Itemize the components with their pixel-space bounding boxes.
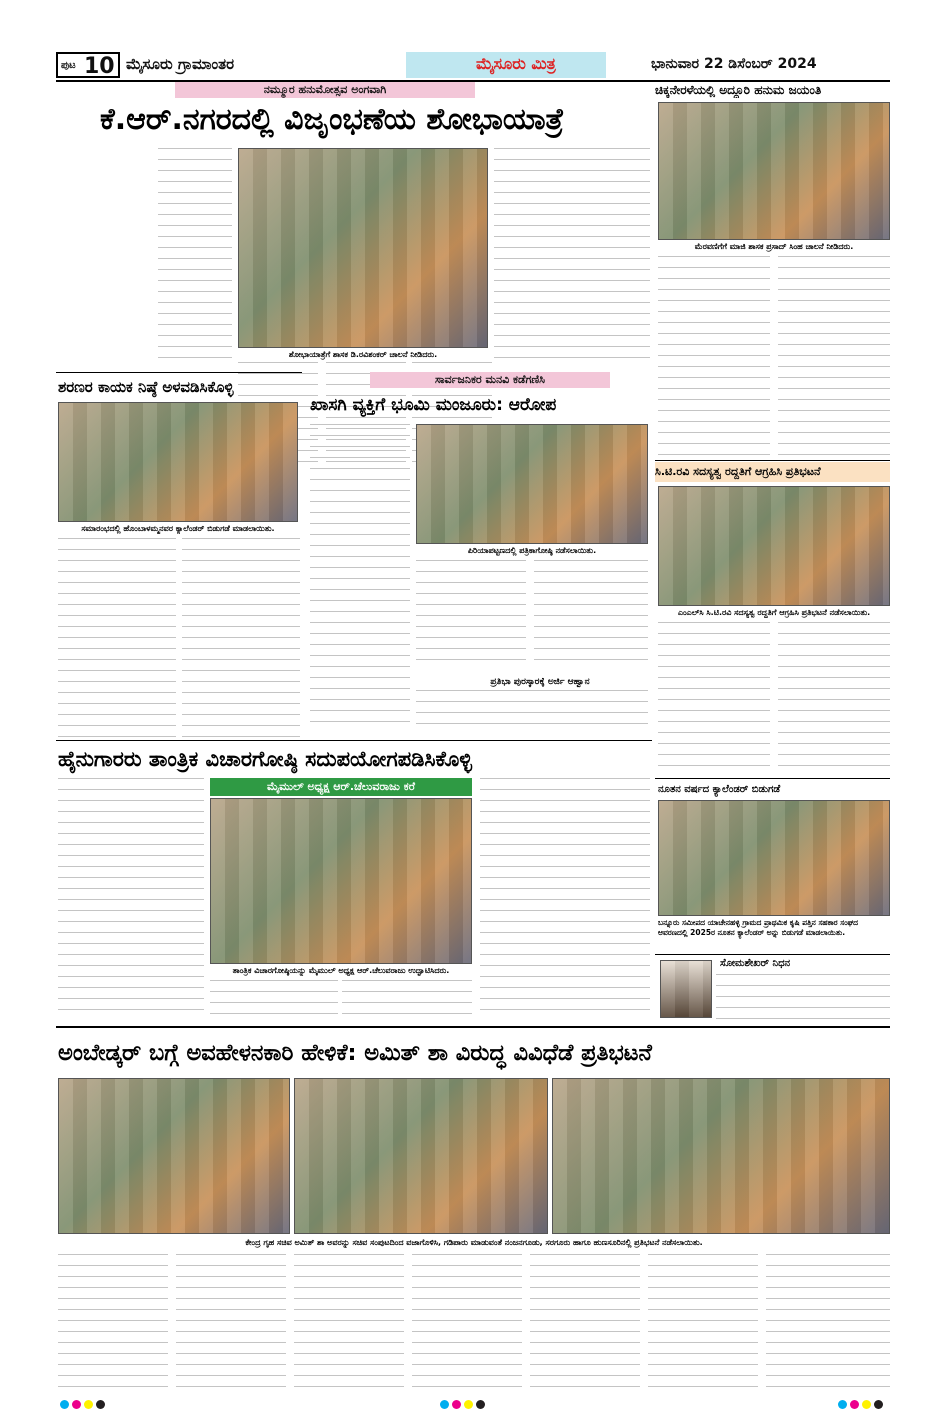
paper-name: ಮೈಸೂರು ಮಿತ್ರ <box>476 54 556 73</box>
sharana-headline: ಶರಣರ ಕಾಯಕ ನಿಷ್ಠೆ ಅಳವಡಿಸಿಕೊಳ್ಳಿ <box>58 378 234 396</box>
page-number: 10 <box>84 54 115 79</box>
calendar-photo-caption: ಬನ್ನೂರು ಸಮೀಪದ ಯಾಚೇನಹಳ್ಳಿ ಗ್ರಾಮದ ಪ್ರಾಥಮಿಕ ಕೃಷಿ ಪತ್ತಿನ ಸಹಕಾರ ಸಂಘದ ಆವರಣದಲ್ಲಿ 2025ರ ನೂತನ ಕ್ಯಾಲೆಂಡರ್ ಅನ್ನು ಬಿಡುಗಡೆ ಮಾಡಲಾಯಿತು. <box>658 918 859 937</box>
protest-photo-caption: ಕೇಂದ್ರ ಗೃಹ ಸಚಿವ ಅಮಿತ್ ಶಾ ಅವರನ್ನು ಸಚಿವ ಸಂಪುಟದಿಂದ ವಜಾಗೊಳಿಸಿ, ಗಡಿಪಾರು ಮಾಡುವಂತೆ ನಂಜನಗೂಡು, ಸರಗೂರು ಹಾಗೂ ಹುಣಸೂರಿನಲ್ಲಿ ಪ್ರತಿಭಟನೆ ನಡೆಸಲಾಯಿತು. <box>245 1238 703 1247</box>
calendar-photo <box>658 800 890 916</box>
obituary-top-rule <box>655 954 890 955</box>
dairy-headline: ಹೈನುಗಾರರು ತಾಂತ್ರಿಕ ವಿಚಾರಗೋಷ್ಠಿ ಸದುಪಯೋಗಪಡಿಸಿಕೊಳ್ಳಿ <box>58 747 473 771</box>
land-photo <box>416 424 648 544</box>
land-photo-caption: ಪಿರಿಯಾಪಟ್ಟಣದಲ್ಲಿ ಪತ್ರಿಕಾಗೋಷ್ಠಿ ನಡೆಸಲಾಯಿತು. <box>467 546 597 555</box>
sharana-photo <box>58 402 298 522</box>
dairy-photo-caption: ತಾಂತ್ರಿಕ ವಿಚಾರಗೋಷ್ಠಿಯನ್ನು ಮೈಮುಲ್ ಅಧ್ಯಕ್ಷ ಆರ್.ಚೆಲುವರಾಜು ಉದ್ಘಾಟಿಸಿದರು. <box>232 966 450 975</box>
lead-kicker: ನಮ್ಮೂರ ಹನುಮೋತ್ಸವ ಅಂಗವಾಗಿ <box>175 82 475 98</box>
land-headline: ಖಾಸಗಿ ವ್ಯಕ್ತಿಗೆ ಭೂಮಿ ಮಂಜೂರು: ಆರೋಪ <box>310 395 557 415</box>
registration-dot <box>874 1400 883 1409</box>
right-top-body-col-1 <box>658 256 770 456</box>
lead-body-col-1 <box>158 148 232 360</box>
protest-headline: ಅಂಬೇಡ್ಕರ್ ಬಗ್ಗೆ ಅವಹೇಳನಕಾರಿ ಹೇಳಿಕೆ: ಅಮಿತ್ ಶಾ ವಿರುದ್ಧ ವಿವಿಧೆಡೆ ಪ್ರತಿಭಟನೆ <box>58 1040 652 1066</box>
protest-body-col-4 <box>412 1254 522 1390</box>
calendar-headline: ನೂತನ ವರ್ಷದ ಕ್ಯಾಲೆಂಡರ್ ಬಿಡುಗಡೆ <box>658 784 781 795</box>
lead-body-col-5 <box>494 148 650 362</box>
protest-top-rule <box>56 1026 890 1028</box>
registration-dot <box>60 1400 69 1409</box>
right-top-photo-caption: ಮೆರವಣಿಗೆಗೆ ಮಾಜಿ ಶಾಸಕ ಪ್ರಸಾದ್ ಸಿಂಹ ಚಾಲನೆ ನೀಡಿದರು. <box>694 242 854 251</box>
registration-dot <box>850 1400 859 1409</box>
ct-ravi-headline: ಸಿ.ಟಿ.ರವಿ ಸದಸ್ಯತ್ವ ರದ್ದತಿಗೆ ಆಗ್ರಹಿಸಿ ಪ್ರತಿಭಟನೆ <box>655 462 890 482</box>
right-top-photo <box>658 102 890 240</box>
registration-dot <box>72 1400 81 1409</box>
ct-ravi-photo <box>658 486 890 606</box>
ct-ravi-top-rule <box>655 460 890 461</box>
land-kicker: ಸಾರ್ವಜನಿಕರ ಮನವಿ ಕಡೆಗಣಿಸಿ <box>370 372 610 388</box>
dairy-photo <box>210 798 472 964</box>
protest-photo-1 <box>58 1078 290 1234</box>
sharana-body-col-2 <box>182 538 300 738</box>
masthead <box>56 52 890 78</box>
sharana-body-col-1 <box>58 538 176 738</box>
dairy-kicker: ಮೈಮುಲ್ ಅಧ್ಯಕ್ಷ ಆರ್.ಚೆಲುವರಾಜು ಕರೆ <box>210 778 472 796</box>
lead-photo-caption: ಶೋಭಾಯಾತ್ರೆಗೆ ಶಾಸಕ ಡಿ.ರವಿಶಂಕರ್ ಚಾಲನೆ ನೀಡಿದರು. <box>288 350 438 359</box>
land-sub-body <box>416 690 648 730</box>
calendar-top-rule <box>655 778 890 779</box>
page-label: ಪುಟ <box>61 60 76 71</box>
land-body-col-3 <box>534 560 648 670</box>
obituary-headline: ಸೋಮಶೇಖರ್ ನಿಧನ <box>720 958 791 969</box>
registration-dots-right <box>838 1400 883 1409</box>
page-number-box <box>56 52 120 78</box>
issue-date: ಭಾನುವಾರ 22 ಡಿಸೆಂಬರ್ 2024 <box>651 56 817 72</box>
dairy-body-col-2 <box>210 980 338 1020</box>
registration-dot <box>440 1400 449 1409</box>
registration-dot <box>476 1400 485 1409</box>
sharana-photo-caption: ಸಮಾರಂಭದಲ್ಲಿ ಹೊಂಬಾಳಮ್ಮನವರ ಕ್ಯಾಲೆಂಡರ್ ಬಿಡುಗಡೆ ಮಾಡಲಾಯಿತು. <box>81 524 275 533</box>
registration-dot <box>96 1400 105 1409</box>
land-sub-headline: ಪ್ರತಿಭಾ ಪುರಸ್ಕಾರಕ್ಕೆ ಅರ್ಜಿ ಆಹ್ವಾನ <box>490 677 590 687</box>
dairy-top-rule <box>56 740 652 741</box>
obituary-portrait <box>660 960 712 1018</box>
protest-body-col-3 <box>294 1254 404 1390</box>
registration-dot <box>452 1400 461 1409</box>
protest-body-col-6 <box>648 1254 758 1390</box>
dairy-body-col-3 <box>342 980 472 1020</box>
registration-dot <box>464 1400 473 1409</box>
obituary-body <box>716 974 890 1020</box>
land-body-col-1 <box>310 424 410 724</box>
protest-body-col-2 <box>176 1254 286 1390</box>
dairy-body-col-1 <box>58 778 204 1018</box>
protest-photo-3 <box>552 1078 890 1234</box>
protest-body-col-7 <box>766 1254 890 1390</box>
lead-headline: ಕೆ.ಆರ್.ನಗರದಲ್ಲಿ ವಿಜೃಂಭಣೆಯ ಶೋಭಾಯಾತ್ರೆ <box>100 102 564 137</box>
protest-body-col-1 <box>58 1254 168 1390</box>
protest-body-col-5 <box>530 1254 640 1390</box>
section-title: ಮೈಸೂರು ಗ್ರಾಮಾಂತರ <box>126 55 235 73</box>
registration-dot <box>838 1400 847 1409</box>
registration-dots-center <box>440 1400 485 1409</box>
ct-ravi-body-col-2 <box>778 622 890 772</box>
registration-dot <box>862 1400 871 1409</box>
land-body-col-2 <box>416 560 526 670</box>
lead-photo <box>238 148 488 348</box>
registration-dot <box>84 1400 93 1409</box>
protest-photo-2 <box>294 1078 548 1234</box>
ct-ravi-body-col-1 <box>658 622 770 772</box>
registration-dots-left <box>60 1400 105 1409</box>
ct-ravi-photo-caption: ಎಂಎಲ್‌ಸಿ ಸಿ.ಟಿ.ರವಿ ಸದಸ್ಯತ್ವ ರದ್ದತಿಗೆ ಆಗ್ರಹಿಸಿ ಪ್ರತಿಭಟನೆ ನಡೆಸಲಾಯಿತು. <box>677 608 871 617</box>
right-top-body-col-2 <box>778 256 890 456</box>
right-top-headline: ಚಿಕ್ಕನೇರಳೆಯಲ್ಲಿ ಅದ್ದೂರಿ ಹನುಮ ಜಯಂತಿ <box>655 83 822 97</box>
sharana-top-rule <box>56 372 302 373</box>
dairy-body-col-4 <box>480 778 650 1018</box>
